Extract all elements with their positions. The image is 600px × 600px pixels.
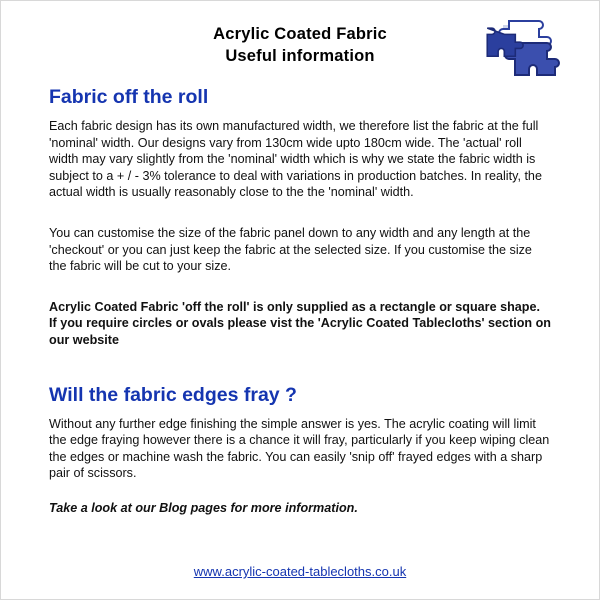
paragraph-spacer	[49, 215, 551, 225]
paragraph-shape-note: Acrylic Coated Fabric 'off the roll' is only supplied as a rectangle or square shape. If you require circles or ovals please vist the 'Acrylic Coated Tablecloths' section on our website	[49, 299, 551, 347]
page-title-line-1: Acrylic Coated Fabric	[213, 25, 387, 43]
section-heading-edges-fray: Will the fabric edges fray ?	[49, 383, 297, 406]
document-body	[1, 85, 599, 517]
paragraph-customise-size: You can customise the size of the fabric panel down to any width and any length at the 'checkout' or you can just keep the fabric at the selected size. If you customise the size the fabric will be cut to your size.	[49, 225, 532, 274]
footer	[1, 563, 599, 581]
page-title-line-2: Useful information	[225, 47, 375, 65]
section-heading-fabric-off-the-roll: Fabric off the roll	[49, 86, 209, 108]
website-link[interactable]: www.acrylic-coated-tablecloths.co.uk	[193, 564, 407, 579]
paragraph-blog-callout: Take a look at our Blog pages for more information.	[49, 500, 358, 515]
document-header	[1, 1, 599, 67]
paragraph-nominal-width: Each fabric design has its own manufactured width, we therefore list the fabric at the full 'nominal' width. Our designs vary from 130cm wide upto 180cm wide. The 'actual' roll width may vary slightly from the 'nominal' width which is why we state the fabric width is subject to a + / - 3% tolerance to deal with variations in production batches. In reality, the actual width is usually reasonably close to the the 'nominal' width.	[49, 119, 542, 200]
puzzle-pieces-logo	[473, 19, 569, 81]
page-title	[90, 23, 510, 67]
paragraph-fraying: Without any further edge finishing the simple answer is yes. The acrylic coating will limit the edge fraying however there is a chance it will fray, particularly if you keep wiping clean the edges or machine wash the fabric. You can easily 'snip off' frayed edges with a sharp pair of scissors.	[49, 416, 550, 481]
paragraph-spacer	[49, 289, 551, 299]
